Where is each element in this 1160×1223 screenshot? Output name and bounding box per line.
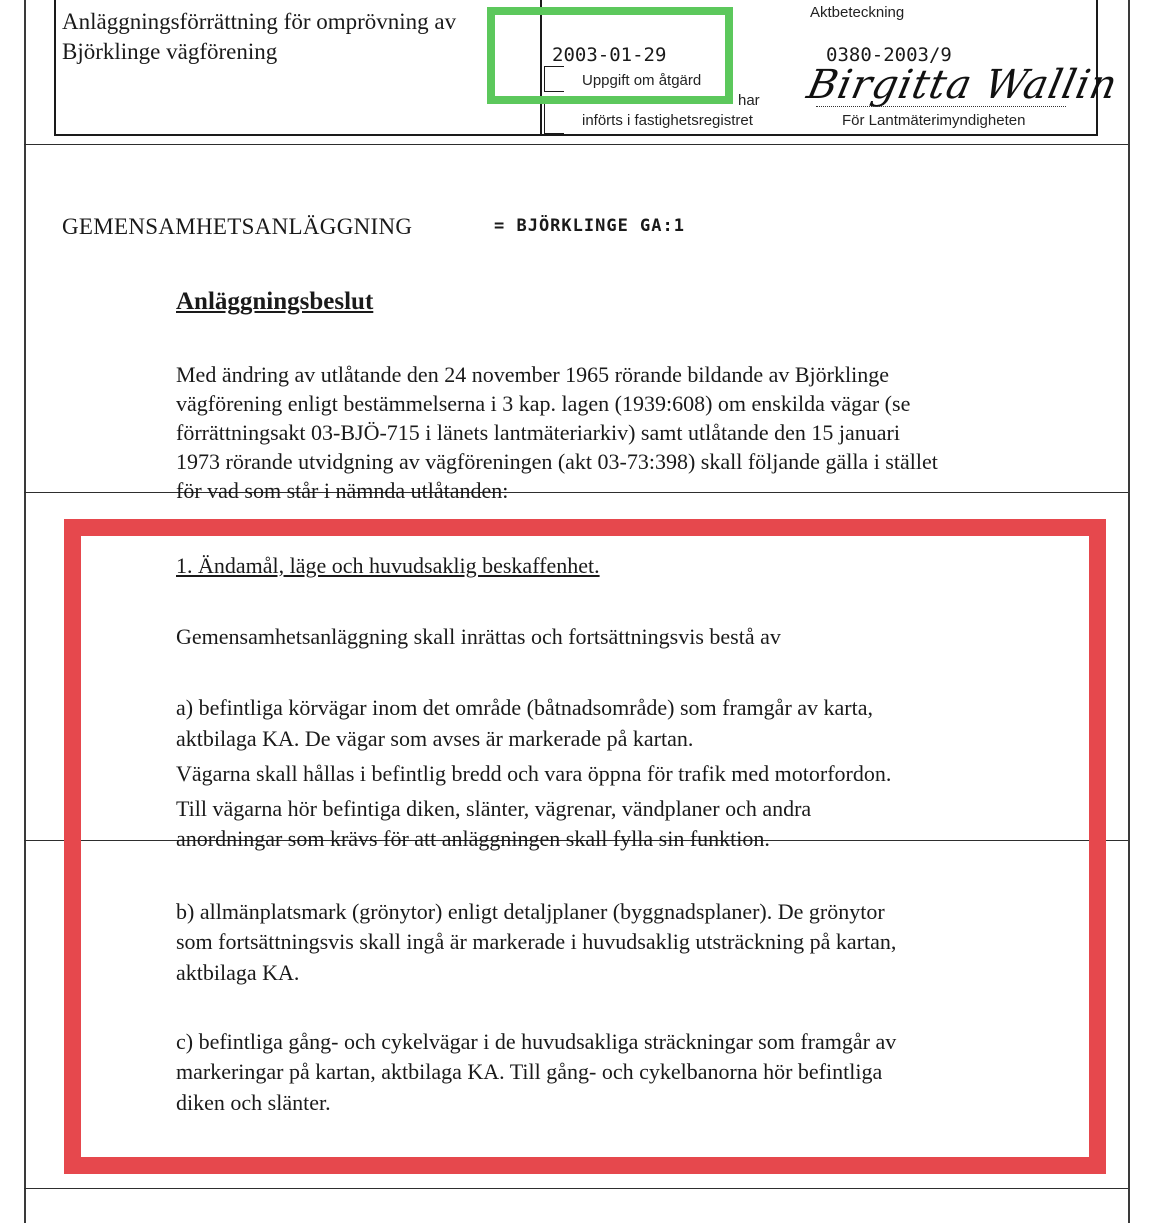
item-a-line: Vägarna skall hållas i befintlig bredd och vara öppna för trafik med motorfordon.: [176, 761, 892, 786]
case-label: Aktbeteckning: [810, 4, 905, 21]
date-highlight-box: [487, 7, 733, 104]
intro-line: för vad som står i nämnda utlåtanden:: [176, 478, 509, 503]
item-a-line: Till vägarna hör befintiga diken, slänter, vägrenar, vändplaner och andra: [176, 796, 812, 821]
item-b-line: som fortsättningsvis skall ingå är markerade i huvudsaklig utsträckning på kartan,: [176, 929, 897, 954]
item-a-line: anordningar som krävs för att anläggningen skall fylla sin funktion.: [176, 826, 770, 851]
item-c-line: c) befintliga gång- och cykelvägar i de huvudsakliga sträckningar som framgår av: [176, 1029, 897, 1054]
item-a-line: aktbilaga KA. De vägar som avses är markerade på kartan.: [176, 726, 694, 751]
section-highlight-box: [64, 519, 1106, 1174]
page-right-border: [1128, 0, 1130, 1223]
facility-value: = BJÖRKLINGE GA:1: [494, 216, 685, 236]
document-title-line-1: Anläggningsförrättning för omprövning av: [62, 9, 457, 34]
checkbox-text-3: införts i fastighetsregistret: [582, 112, 753, 129]
section-rule-4: [24, 1188, 1128, 1189]
intro-line: förrättningsakt 03-BJÖ-715 i länets lantmäteriarkiv) samt utlåtande den 15 januari: [176, 420, 900, 445]
checkbox-text-2: har: [738, 92, 760, 109]
authority-label: För Lantmäterimyndigheten: [842, 112, 1026, 129]
signature: Birgitta Wallin: [803, 62, 1122, 108]
decision-heading: Anläggningsbeslut: [176, 288, 374, 315]
registry-checkbox-lower: [544, 100, 564, 134]
section-heading: 1. Ändamål, läge och huvudsaklig beskaffenhet.: [176, 553, 600, 578]
item-c-line: diken och slänter.: [176, 1090, 331, 1115]
facility-label: GEMENSAMHETSANLÄGGNING: [62, 214, 413, 239]
item-b-line: b) allmänplatsmark (grönytor) enligt detaljplaner (byggnadsplaner). De grönytor: [176, 899, 885, 924]
document-title-line-2: Björklinge vägförening: [62, 39, 278, 64]
decision-date: 2003-01-29: [552, 44, 667, 66]
signature-line: [816, 106, 1066, 107]
intro-line: 1973 rörande utvidgning av vägföreningen (akt 03-73:398) skall följande gälla i stället: [176, 449, 938, 474]
item-b-line: aktbilaga KA.: [176, 960, 300, 985]
item-c-line: markeringar på kartan, aktbilaga KA. Till gång- och cykelbanorna hör befintliga: [176, 1059, 883, 1084]
checkbox-text-1: Uppgift om åtgärd: [582, 72, 702, 89]
item-a-line: a) befintliga körvägar inom det område (båtnadsområde) som framgår av karta,: [176, 695, 873, 720]
page-left-border: [24, 0, 26, 1223]
section-rule-1: [24, 144, 1128, 145]
intro-line: Med ändring av utlåtande den 24 november 1965 rörande bildande av Björklinge: [176, 362, 889, 387]
section-intro: Gemensamhetsanläggning skall inrättas och fortsättningsvis bestå av: [176, 624, 781, 649]
case-number: 0380-2003/9: [826, 44, 952, 66]
intro-line: vägförening enligt bestämmelserna i 3 kap. lagen (1939:608) om enskilda vägar (se: [176, 391, 911, 416]
